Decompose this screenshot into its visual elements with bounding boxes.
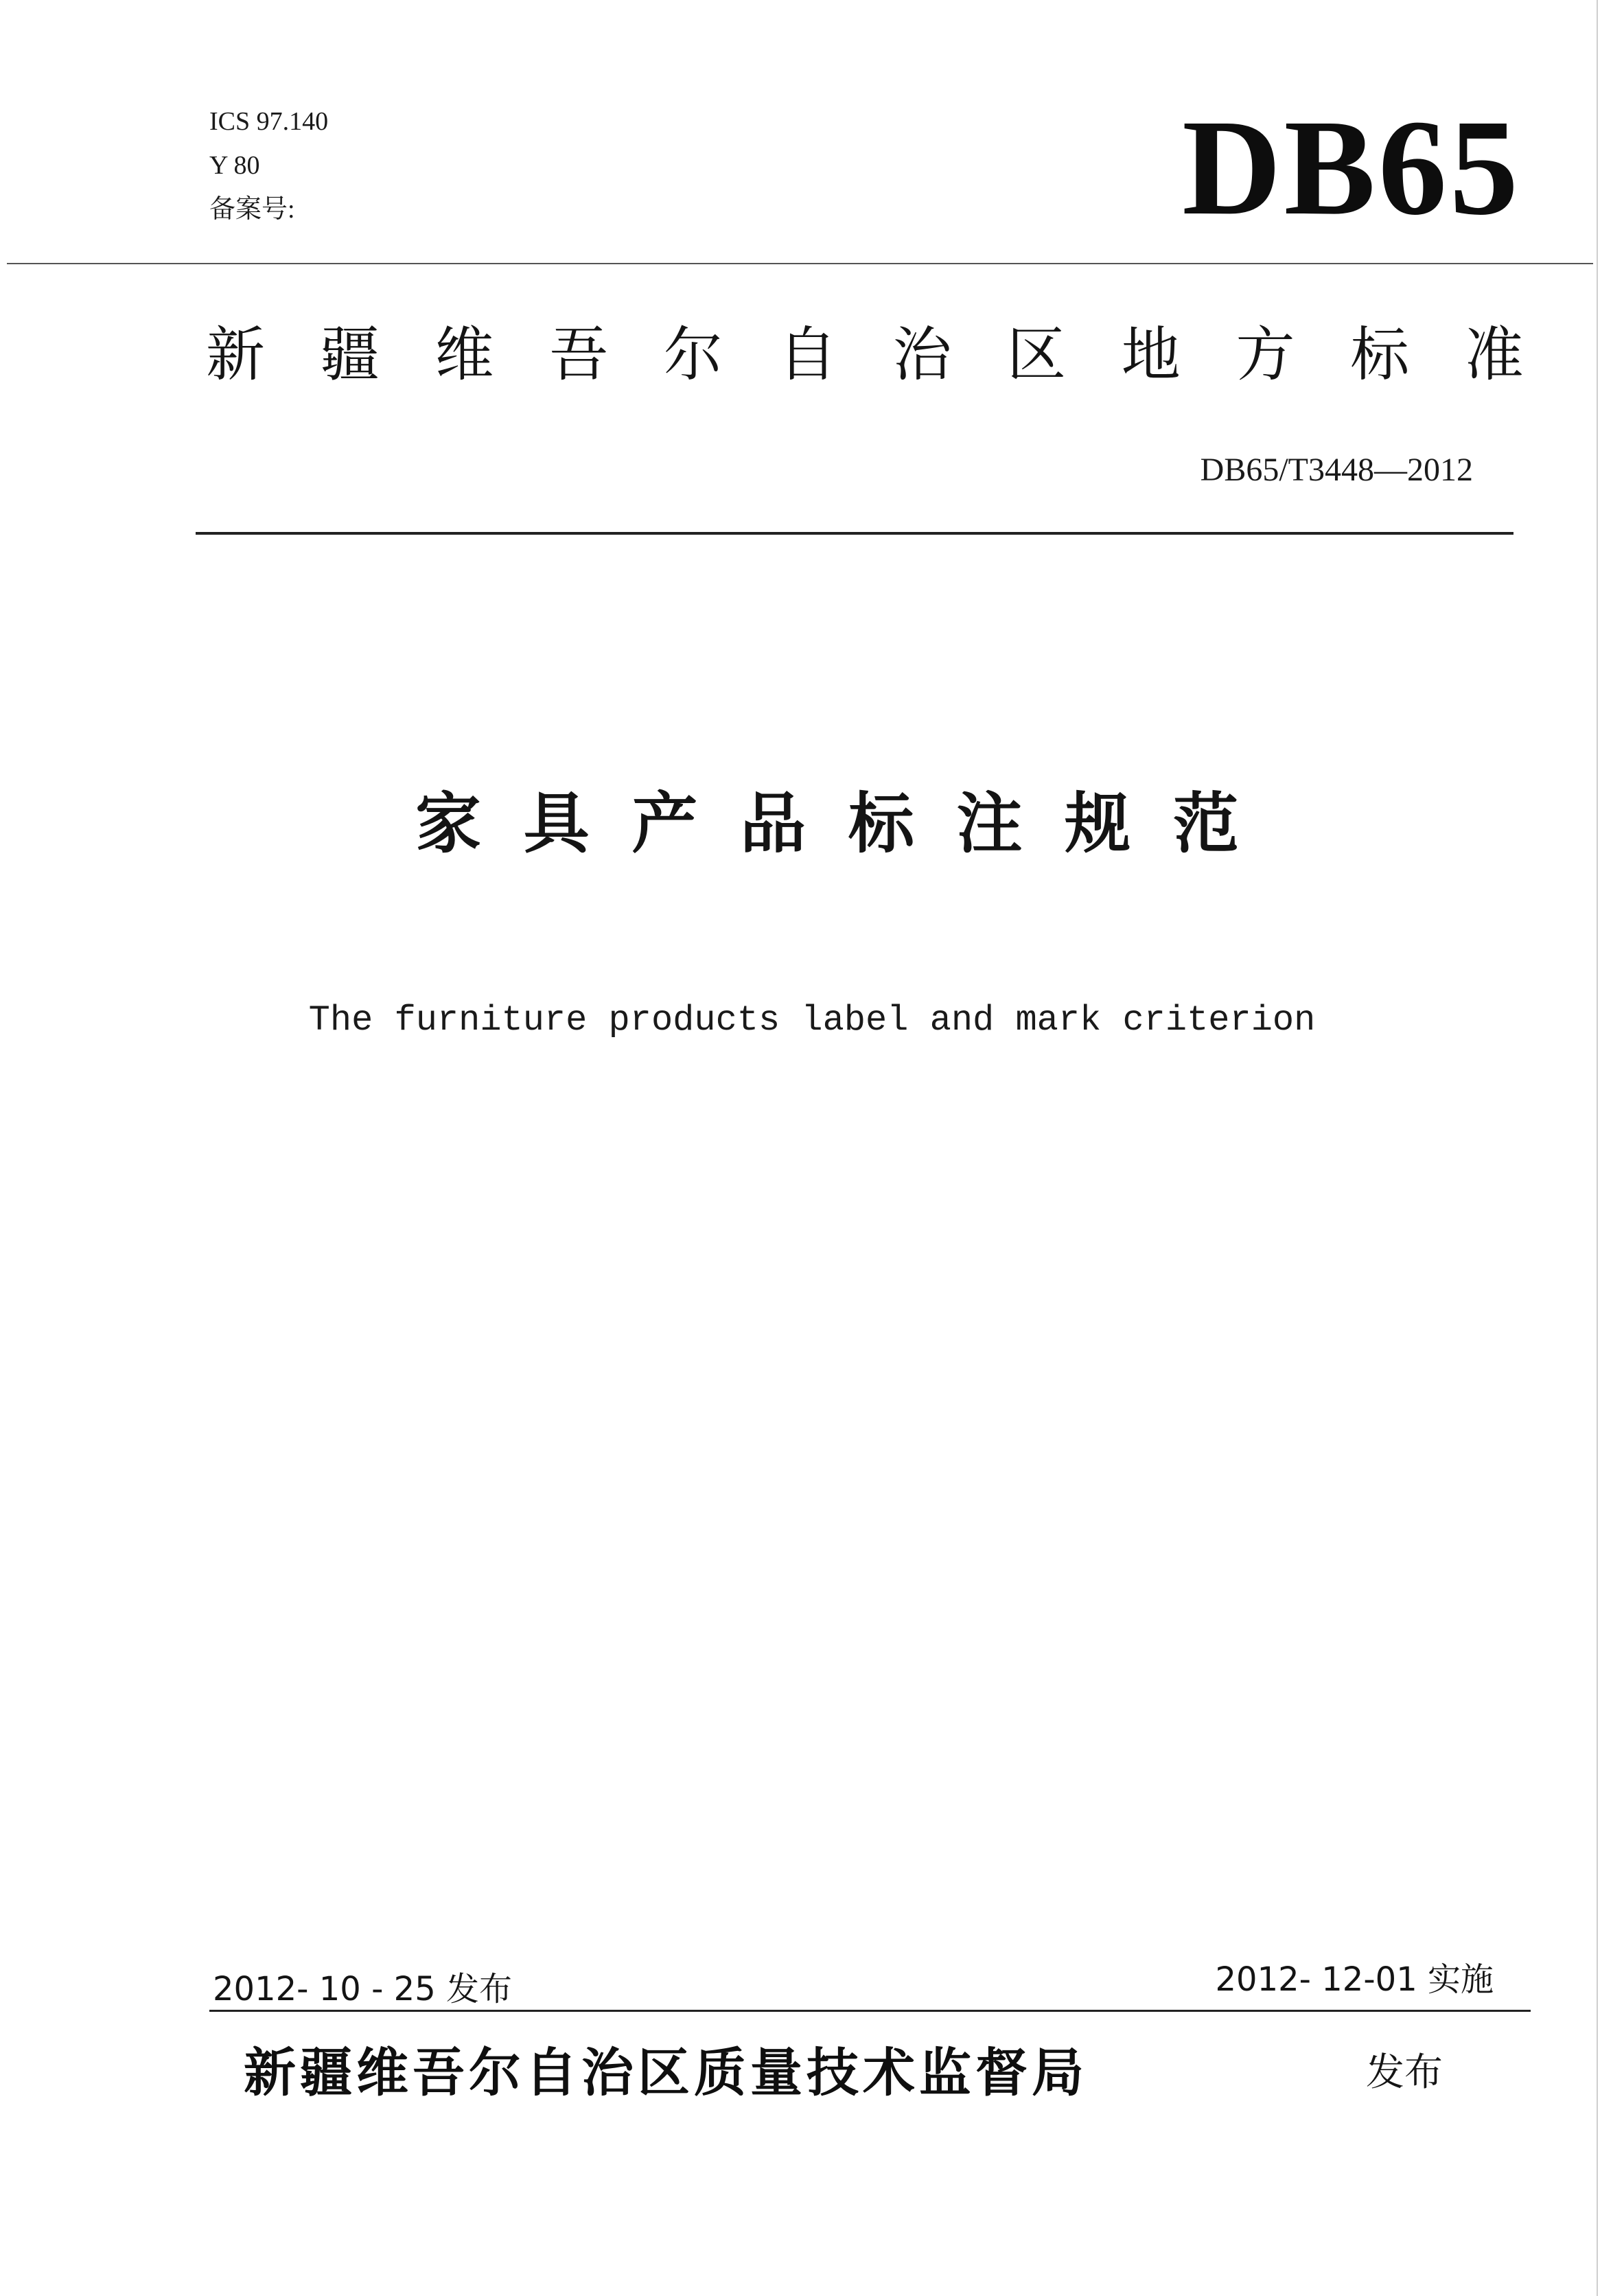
- authority-title-char: 准: [1464, 321, 1524, 389]
- document-title-char: 范: [1172, 785, 1239, 862]
- document-title-char: 标: [848, 785, 914, 862]
- ics-code: ICS 97.140: [209, 107, 329, 136]
- authority-title-char: 治: [892, 321, 952, 389]
- document-title-char: 品: [740, 785, 807, 862]
- authority-title-char: 疆: [320, 321, 380, 389]
- implementation-date: 2012- 12-01 实施: [1215, 1960, 1494, 1999]
- document-title-char: 家: [415, 785, 481, 862]
- authority-title-char: 方: [1236, 321, 1295, 389]
- document-title-char: 具: [523, 785, 590, 862]
- document-title-char: 产: [631, 785, 698, 862]
- authority-title-char: 地: [1121, 321, 1181, 389]
- scan-edge-line: [1597, 0, 1598, 2296]
- publish-label: 发布: [1366, 2050, 1443, 2095]
- authority-title-char: 吾: [549, 321, 609, 389]
- authority-title-char: 新: [206, 321, 265, 389]
- authority-title-char: 维: [434, 321, 494, 389]
- header-divider: [7, 263, 1593, 264]
- authority-title: [206, 317, 1524, 393]
- publisher-name: 新疆维吾尔自治区质量技术监督局: [244, 2042, 1088, 2103]
- filing-number-label: 备案号:: [209, 195, 295, 224]
- authority-title-char: 自: [778, 321, 837, 389]
- document-title-english: The furniture products label and mark criterion: [308, 1000, 1316, 1041]
- classification-block: [209, 100, 328, 231]
- document-title-char: 注: [956, 785, 1023, 862]
- title-divider: [196, 532, 1513, 535]
- authority-title-char: 尔: [663, 321, 723, 389]
- ccs-code: Y 80: [209, 151, 260, 180]
- footer-divider: [209, 2010, 1531, 2012]
- document-title: [415, 782, 1239, 865]
- authority-title-char: 区: [1007, 321, 1067, 389]
- authority-title-char: 标: [1350, 321, 1410, 389]
- issue-date: 2012- 10 - 25 发布: [213, 1970, 512, 2008]
- document-title-char: 规: [1065, 785, 1131, 862]
- standard-number: DB65/T3448—2012: [1200, 452, 1473, 488]
- db-code-logo: DB65: [1182, 92, 1521, 244]
